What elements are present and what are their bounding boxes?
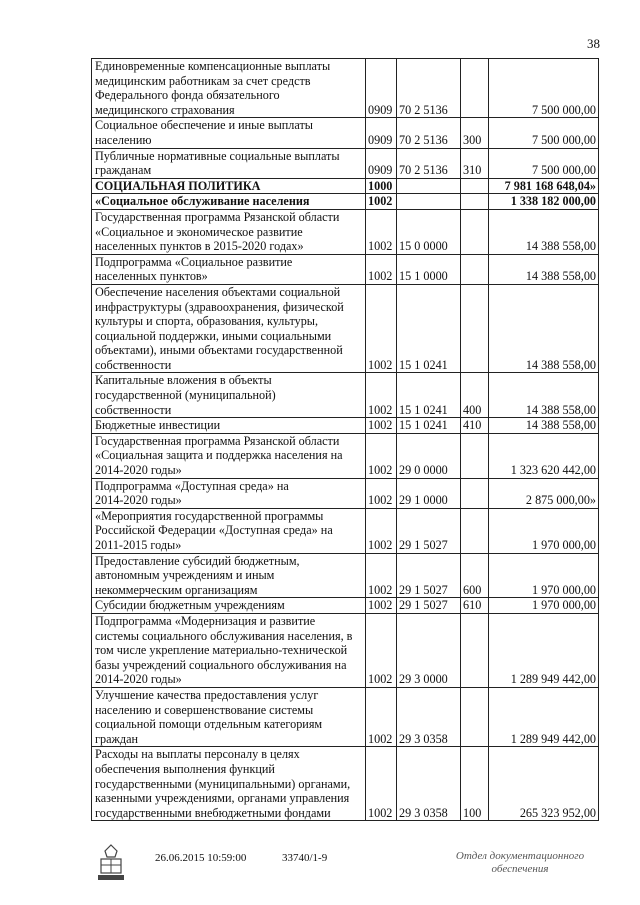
expense-type-cell — [461, 508, 489, 553]
page-number: 38 — [587, 36, 600, 51]
section-code-cell: 1002 — [366, 598, 397, 614]
table-row — [92, 284, 599, 373]
footer-department-stamp: Отдел документационного обеспечения — [455, 850, 585, 875]
section-code-cell: 1002 — [366, 747, 397, 821]
row-name-cell: Предоставление субсидий бюджетным, автономным учреждениям и иным некоммерческим организациям — [92, 553, 366, 598]
expense-type-cell: 610 — [461, 598, 489, 614]
sum-cell: 14 388 558,00 — [489, 373, 599, 418]
section-code-cell: 1002 — [366, 254, 397, 284]
target-code-cell — [397, 194, 461, 210]
row-name-cell: «Социальное обслуживание населения — [92, 194, 366, 210]
target-code-cell: 29 1 5027 — [397, 553, 461, 598]
section-code-cell: 1002 — [366, 433, 397, 478]
sum-cell: 14 388 558,00 — [489, 418, 599, 434]
expense-type-cell: 410 — [461, 418, 489, 434]
target-code-cell: 70 2 5136 — [397, 148, 461, 178]
sum-cell: 7 500 000,00 — [489, 118, 599, 148]
sum-cell: 1 338 182 000,00 — [489, 194, 599, 210]
sum-cell: 1 323 620 442,00 — [489, 433, 599, 478]
target-code-cell: 15 1 0241 — [397, 373, 461, 418]
target-code-cell: 29 3 0358 — [397, 747, 461, 821]
section-code-cell: 1002 — [366, 373, 397, 418]
row-name-cell: «Мероприятия государственной программы Российской Федерации «Доступная среда» на 2011-2015 годы» — [92, 508, 366, 553]
section-code-cell: 1002 — [366, 508, 397, 553]
section-code-cell: 1002 — [366, 284, 397, 373]
section-code-cell: 1002 — [366, 613, 397, 687]
table-row — [92, 687, 599, 746]
section-code-cell: 0909 — [366, 59, 397, 118]
budget-table-body — [92, 59, 599, 821]
expense-type-cell — [461, 284, 489, 373]
sum-cell: 7 981 168 648,04» — [489, 178, 599, 194]
row-name-cell: Государственная программа Рязанской области «Социальная защита и поддержка населения на 2014-2020 годы» — [92, 433, 366, 478]
table-row — [92, 254, 599, 284]
table-row — [92, 747, 599, 821]
sum-cell: 265 323 952,00 — [489, 747, 599, 821]
row-name-cell: Обеспечение населения объектами социальной инфраструктуры (здравоохранения, физической культуры и спорта, образования, культуры, социальной поддержки, иными социальными объектами), иными объектами государственной собственности — [92, 284, 366, 373]
section-code-cell: 1002 — [366, 687, 397, 746]
table-row — [92, 553, 599, 598]
footer-document-code: 33740/1-9 — [282, 852, 328, 864]
table-row — [92, 433, 599, 478]
expense-type-cell — [461, 209, 489, 254]
table-row — [92, 418, 599, 434]
sum-cell: 1 970 000,00 — [489, 508, 599, 553]
table-row — [92, 209, 599, 254]
target-code-cell: 15 0 0000 — [397, 209, 461, 254]
expense-type-cell — [461, 687, 489, 746]
table-row — [92, 508, 599, 553]
sum-cell: 14 388 558,00 — [489, 254, 599, 284]
row-name-cell: Публичные нормативные социальные выплаты гражданам — [92, 148, 366, 178]
expense-type-cell: 300 — [461, 118, 489, 148]
expense-type-cell: 310 — [461, 148, 489, 178]
row-name-cell: Социальное обеспечение и иные выплаты населению — [92, 118, 366, 148]
section-code-cell: 1002 — [366, 553, 397, 598]
table-row — [92, 118, 599, 148]
expense-type-cell — [461, 178, 489, 194]
sum-cell: 1 289 949 442,00 — [489, 687, 599, 746]
expense-type-cell — [461, 613, 489, 687]
sum-cell: 14 388 558,00 — [489, 284, 599, 373]
row-name-cell: Единовременные компенсационные выплаты медицинским работникам за счет средств Федерального фонда обязательного медицинского страхования — [92, 59, 366, 118]
target-code-cell: 29 3 0000 — [397, 613, 461, 687]
row-name-cell: Капитальные вложения в объекты государственной (муниципальной) собственности — [92, 373, 366, 418]
section-code-cell: 1002 — [366, 194, 397, 210]
budget-table — [91, 58, 599, 821]
expense-type-cell — [461, 59, 489, 118]
table-row — [92, 478, 599, 508]
row-name-cell: Подпрограмма «Социальное развитие населенных пунктов» — [92, 254, 366, 284]
section-code-cell: 1000 — [366, 178, 397, 194]
target-code-cell — [397, 178, 461, 194]
target-code-cell: 15 1 0241 — [397, 418, 461, 434]
target-code-cell: 29 1 0000 — [397, 478, 461, 508]
expense-type-cell: 100 — [461, 747, 489, 821]
target-code-cell: 70 2 5136 — [397, 59, 461, 118]
sum-cell: 7 500 000,00 — [489, 148, 599, 178]
section-code-cell: 0909 — [366, 148, 397, 178]
table-row — [92, 613, 599, 687]
row-name-cell: Подпрограмма «Доступная среда» на 2014-2020 годы» — [92, 478, 366, 508]
table-row — [92, 178, 599, 194]
section-code-cell: 1002 — [366, 209, 397, 254]
footer-date: 26.06.2015 10:59:00 — [155, 852, 247, 864]
row-name-cell: Подпрограмма «Модернизация и развитие системы социального обслуживания населения, в том числе укрепление материально-технической базы учреждений социального обслуживания на 2014-2020 годы» — [92, 613, 366, 687]
target-code-cell: 15 1 0000 — [397, 254, 461, 284]
table-row — [92, 598, 599, 614]
sum-cell: 1 289 949 442,00 — [489, 613, 599, 687]
section-code-cell: 1002 — [366, 478, 397, 508]
target-code-cell: 70 2 5136 — [397, 118, 461, 148]
expense-type-cell — [461, 194, 489, 210]
sum-cell: 7 500 000,00 — [489, 59, 599, 118]
emblem-logo — [95, 843, 127, 883]
target-code-cell: 29 1 5027 — [397, 508, 461, 553]
table-row — [92, 373, 599, 418]
table-row — [92, 148, 599, 178]
row-name-cell: СОЦИАЛЬНАЯ ПОЛИТИКА — [92, 178, 366, 194]
target-code-cell: 29 0 0000 — [397, 433, 461, 478]
sum-cell: 2 875 000,00» — [489, 478, 599, 508]
sum-cell: 1 970 000,00 — [489, 553, 599, 598]
target-code-cell: 29 1 5027 — [397, 598, 461, 614]
sum-cell: 14 388 558,00 — [489, 209, 599, 254]
sum-cell: 1 970 000,00 — [489, 598, 599, 614]
expense-type-cell: 400 — [461, 373, 489, 418]
row-name-cell: Расходы на выплаты персоналу в целях обеспечения выполнения функций государственными (муниципальными) органами, казенными учреждениями, органами управления государственными внебюджетными фондами — [92, 747, 366, 821]
target-code-cell: 15 1 0241 — [397, 284, 461, 373]
section-code-cell: 1002 — [366, 418, 397, 434]
row-name-cell: Бюджетные инвестиции — [92, 418, 366, 434]
row-name-cell: Субсидии бюджетным учреждениям — [92, 598, 366, 614]
row-name-cell: Улучшение качества предоставления услуг населению и совершенствование системы социальной помощи отдельным категориям граждан — [92, 687, 366, 746]
expense-type-cell — [461, 433, 489, 478]
table-row — [92, 59, 599, 118]
table-row — [92, 194, 599, 210]
expense-type-cell: 600 — [461, 553, 489, 598]
expense-type-cell — [461, 254, 489, 284]
target-code-cell: 29 3 0358 — [397, 687, 461, 746]
section-code-cell: 0909 — [366, 118, 397, 148]
expense-type-cell — [461, 478, 489, 508]
row-name-cell: Государственная программа Рязанской области «Социальное и экономическое развитие населенных пунктов в 2015-2020 годах» — [92, 209, 366, 254]
